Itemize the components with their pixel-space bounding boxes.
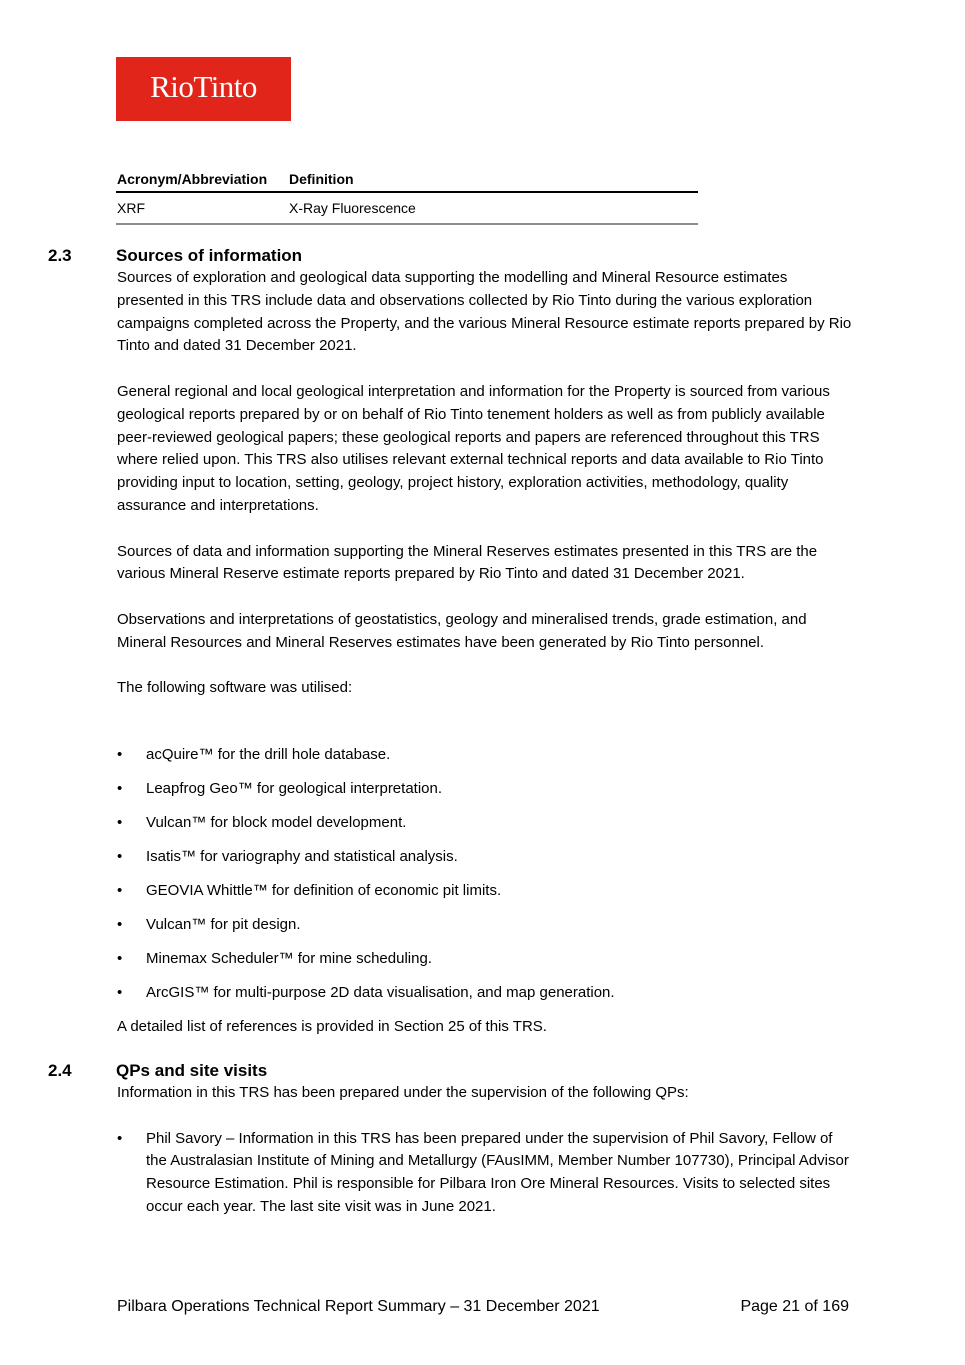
section-title: QPs and site visits [116,1061,268,1080]
section-number: 2.4 [48,1061,72,1080]
section-title: Sources of information [116,246,303,265]
list-item: • Leapfrog Geo™ for geological interpretation. [117,778,857,801]
paragraph: A detailed list of references is provided in Section 25 of this TRS. [117,1018,547,1035]
paragraph: Observations and interpretations of geostatistics, geology and mineralised trends, grade estimation, and Mineral Resources and Mineral Reserves estimates have been generated by Rio Tinto personnel. [117,610,807,651]
paragraph: The following software was utilised: [117,679,353,697]
list-item: • Vulcan™ for pit design. [117,914,857,937]
paragraph: Sources of data and information supporting the Mineral Reserves estimates presented in this TRS are the various Mineral Reserve estimate reports prepared by Rio Tinto and dated 31 December 2021. [117,542,818,583]
list-item: • GEOVIA Whittle™ for definition of economic pit limits. [117,880,857,903]
table-header [116,166,698,193]
table-row [116,193,698,225]
section-number: 2.3 [48,246,72,265]
cell-acronym: XRF [117,200,145,216]
list-item: • Minemax Scheduler™ for mine scheduling. [117,948,857,971]
section-2-3-heading [48,243,868,266]
logo-text: RioTinto [150,69,257,104]
rio-tinto-logo [116,57,291,121]
paragraph: Sources of exploration and geological data supporting the modelling and Mineral Resource estimates presented in this TRS include data and observations collected by Rio Tinto during the various exploration campaigns completed across the Property, and the various Mineral Resource estimate reports prepared by Rio Tinto and dated 31 December 2021. [117,269,852,355]
qp-list [117,1128,857,1219]
list-item: • Isatis™ for variography and statistical analysis. [117,846,857,869]
page-number: Page 21 of 169 [740,1298,849,1315]
header-definition: Definition [289,170,354,187]
references-note [117,1016,857,1039]
page-footer [117,1298,849,1316]
section-2-4-heading [48,1058,868,1081]
list-item: • ArcGIS™ for multi-purpose 2D data visualisation, and map generation. [117,982,857,1005]
list-item: • Phil Savory – Information in this TRS has been prepared under the supervision of Phil Savory, Fellow of the Australasian Institute of Mining and Metallurgy (FAusIMM, Member Number 107730), Principal Advisor Resource Estimation. Phil is responsible for Pilbara Iron Ore Mineral Resources. Visits to selected sites occur each year. The last site visit was in June 2021. [117,1128,857,1219]
footer-title: Pilbara Operations Technical Report Summary – 31 December 2021 [117,1298,600,1315]
acronym-table [116,166,698,225]
header-acronym: Acronym/Abbreviation [117,170,268,187]
list-item: • Vulcan™ for block model development. [117,812,857,835]
cell-definition: X-Ray Fluorescence [289,200,416,216]
section-2-4-body [117,1082,857,1219]
paragraph: Information in this TRS has been prepared under the supervision of the following QPs: [117,1084,689,1101]
paragraph: General regional and local geological interpretation and information for the Property is sourced from various geological reports prepared by or on behalf of Rio Tinto tenement holders as well as from publicly available peer-reviewed geological papers; these geological reports and papers are referenced throughout this TRS where relied upon. This TRS also utilises relevant external technical reports and data available to Rio Tinto providing input to location, setting, geology, project history, exploration activities, methodology, quality assurance and interpretations. [117,382,830,514]
software-list [117,744,857,1005]
section-2-3-body [117,267,857,723]
list-item: • acQuire™ for the drill hole database. [117,744,857,767]
